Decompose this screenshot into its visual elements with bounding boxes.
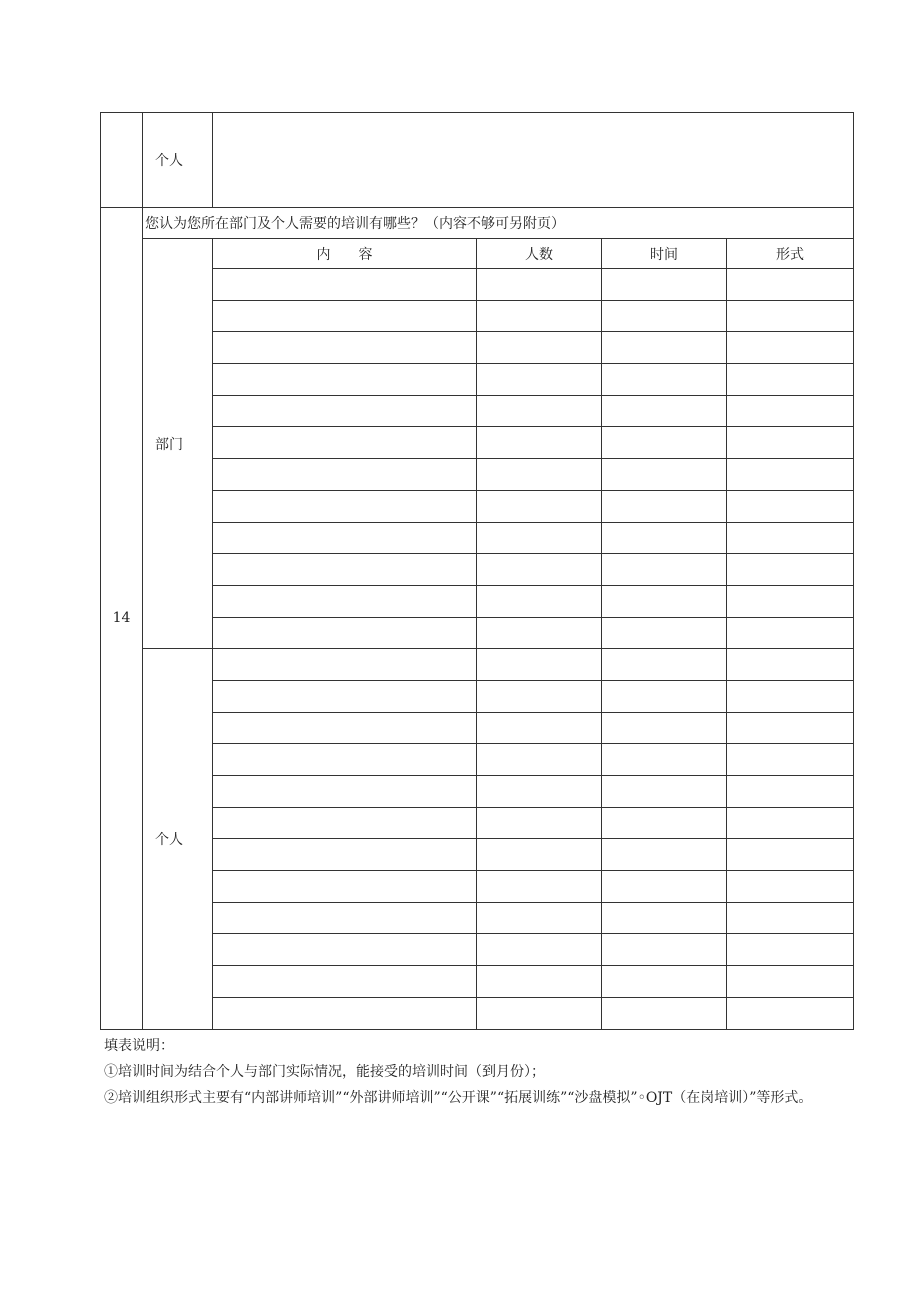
personal-content-cell[interactable]	[213, 966, 477, 998]
personal-time-cell[interactable]	[602, 839, 727, 871]
personal-row	[101, 997, 854, 1029]
personal-form-cell[interactable]	[727, 839, 854, 871]
personal-time-cell[interactable]	[602, 649, 727, 681]
personal-content-cell[interactable]	[213, 807, 477, 839]
notes-title: 填表说明：	[104, 1038, 174, 1054]
personal-row	[101, 680, 854, 712]
top-number-cell	[101, 113, 143, 208]
department-time-cell[interactable]	[602, 427, 727, 459]
personal-row	[101, 712, 854, 744]
personal-row	[101, 649, 854, 681]
personal-time-cell[interactable]	[602, 807, 727, 839]
training-needs-table	[100, 112, 854, 1030]
personal-form-cell[interactable]	[727, 902, 854, 934]
top-personal-content[interactable]	[213, 113, 854, 208]
department-content-cell[interactable]	[213, 490, 477, 522]
department-content-cell[interactable]	[213, 459, 477, 491]
department-row	[101, 364, 854, 396]
department-form-cell[interactable]	[727, 585, 854, 617]
department-people-cell[interactable]	[477, 554, 602, 586]
personal-time-cell[interactable]	[602, 712, 727, 744]
department-time-cell[interactable]	[602, 459, 727, 491]
department-time-cell[interactable]	[602, 269, 727, 301]
personal-row	[101, 839, 854, 871]
personal-content-cell[interactable]	[213, 934, 477, 966]
department-people-cell[interactable]	[477, 364, 602, 396]
personal-people-cell[interactable]	[477, 934, 602, 966]
department-people-cell[interactable]	[477, 617, 602, 649]
department-people-cell[interactable]	[477, 490, 602, 522]
personal-label: 个人	[143, 649, 213, 1029]
question-row	[101, 208, 854, 239]
personal-row	[101, 807, 854, 839]
department-time-cell[interactable]	[602, 585, 727, 617]
department-row	[101, 395, 854, 427]
department-form-cell[interactable]	[727, 395, 854, 427]
department-content-cell[interactable]	[213, 269, 477, 301]
header-people: 人数	[477, 239, 602, 269]
personal-form-cell[interactable]	[727, 776, 854, 808]
department-content-cell[interactable]	[213, 522, 477, 554]
personal-people-cell[interactable]	[477, 902, 602, 934]
department-content-cell[interactable]	[213, 364, 477, 396]
header-content: 内 容	[213, 239, 477, 269]
personal-content-cell[interactable]	[213, 871, 477, 903]
department-content-cell[interactable]	[213, 427, 477, 459]
personal-content-cell[interactable]	[213, 839, 477, 871]
department-form-cell[interactable]	[727, 554, 854, 586]
personal-time-cell[interactable]	[602, 744, 727, 776]
department-content-cell[interactable]	[213, 332, 477, 364]
department-content-cell[interactable]	[213, 395, 477, 427]
personal-people-cell[interactable]	[477, 776, 602, 808]
department-row	[101, 427, 854, 459]
department-form-cell[interactable]	[727, 617, 854, 649]
question-text: 您认为您所在部门及个人需要的培训有哪些？（内容不够可另附页）	[143, 208, 854, 239]
personal-time-cell[interactable]	[602, 871, 727, 903]
department-people-cell[interactable]	[477, 459, 602, 491]
department-people-cell[interactable]	[477, 427, 602, 459]
personal-form-cell[interactable]	[727, 966, 854, 998]
personal-time-cell[interactable]	[602, 934, 727, 966]
personal-row	[101, 776, 854, 808]
personal-content-cell[interactable]	[213, 776, 477, 808]
personal-content-cell[interactable]	[213, 680, 477, 712]
department-content-cell[interactable]	[213, 585, 477, 617]
header-form: 形式	[727, 239, 854, 269]
item-number: 14	[101, 208, 143, 1030]
form-notes	[104, 1033, 856, 1111]
personal-form-cell[interactable]	[727, 934, 854, 966]
personal-content-cell[interactable]	[213, 902, 477, 934]
top-personal-label: 个人	[143, 113, 213, 208]
department-form-cell[interactable]	[727, 269, 854, 301]
department-row	[101, 300, 854, 332]
top-personal-row	[101, 113, 854, 208]
header-row	[101, 239, 854, 269]
personal-form-cell[interactable]	[727, 744, 854, 776]
department-form-cell[interactable]	[727, 490, 854, 522]
personal-people-cell[interactable]	[477, 744, 602, 776]
note-2: ②培训组织形式主要有“内部讲师培训”“外部讲师培训”“公开课”“拓展训练”“沙盘模拟”◦OJT（在岗培训）”等形式。	[104, 1090, 813, 1106]
department-time-cell[interactable]	[602, 490, 727, 522]
personal-content-cell[interactable]	[213, 744, 477, 776]
personal-people-cell[interactable]	[477, 712, 602, 744]
department-content-cell[interactable]	[213, 617, 477, 649]
header-time: 时间	[602, 239, 727, 269]
personal-row	[101, 966, 854, 998]
personal-form-cell[interactable]	[727, 712, 854, 744]
personal-people-cell[interactable]	[477, 680, 602, 712]
department-people-cell[interactable]	[477, 585, 602, 617]
department-form-cell[interactable]	[727, 300, 854, 332]
personal-form-cell[interactable]	[727, 649, 854, 681]
personal-time-cell[interactable]	[602, 680, 727, 712]
department-row	[101, 490, 854, 522]
department-row	[101, 617, 854, 649]
department-people-cell[interactable]	[477, 332, 602, 364]
personal-people-cell[interactable]	[477, 839, 602, 871]
department-form-cell[interactable]	[727, 522, 854, 554]
department-time-cell[interactable]	[602, 522, 727, 554]
department-people-cell[interactable]	[477, 522, 602, 554]
department-row	[101, 585, 854, 617]
personal-row	[101, 744, 854, 776]
personal-content-cell[interactable]	[213, 649, 477, 681]
personal-time-cell[interactable]	[602, 966, 727, 998]
department-time-cell[interactable]	[602, 395, 727, 427]
department-time-cell[interactable]	[602, 554, 727, 586]
personal-people-cell[interactable]	[477, 966, 602, 998]
department-form-cell[interactable]	[727, 364, 854, 396]
department-form-cell[interactable]	[727, 459, 854, 491]
department-time-cell[interactable]	[602, 332, 727, 364]
personal-form-cell[interactable]	[727, 871, 854, 903]
department-form-cell[interactable]	[727, 427, 854, 459]
department-row	[101, 459, 854, 491]
department-people-cell[interactable]	[477, 300, 602, 332]
personal-people-cell[interactable]	[477, 807, 602, 839]
personal-row	[101, 871, 854, 903]
department-content-cell[interactable]	[213, 300, 477, 332]
department-people-cell[interactable]	[477, 269, 602, 301]
department-label: 部门	[143, 239, 213, 649]
personal-time-cell[interactable]	[602, 997, 727, 1029]
department-row	[101, 522, 854, 554]
personal-content-cell[interactable]	[213, 997, 477, 1029]
department-time-cell[interactable]	[602, 617, 727, 649]
department-people-cell[interactable]	[477, 395, 602, 427]
personal-form-cell[interactable]	[727, 680, 854, 712]
department-content-cell[interactable]	[213, 554, 477, 586]
department-row	[101, 554, 854, 586]
personal-content-cell[interactable]	[213, 712, 477, 744]
personal-people-cell[interactable]	[477, 997, 602, 1029]
department-row	[101, 269, 854, 301]
personal-row	[101, 902, 854, 934]
department-time-cell[interactable]	[602, 364, 727, 396]
personal-people-cell[interactable]	[477, 871, 602, 903]
department-time-cell[interactable]	[602, 300, 727, 332]
personal-time-cell[interactable]	[602, 902, 727, 934]
department-row	[101, 332, 854, 364]
personal-row	[101, 934, 854, 966]
personal-form-cell[interactable]	[727, 807, 854, 839]
personal-form-cell[interactable]	[727, 997, 854, 1029]
department-form-cell[interactable]	[727, 332, 854, 364]
personal-people-cell[interactable]	[477, 649, 602, 681]
note-1: ①培训时间为结合个人与部门实际情况，能接受的培训时间（到月份）；	[104, 1064, 545, 1080]
personal-time-cell[interactable]	[602, 776, 727, 808]
